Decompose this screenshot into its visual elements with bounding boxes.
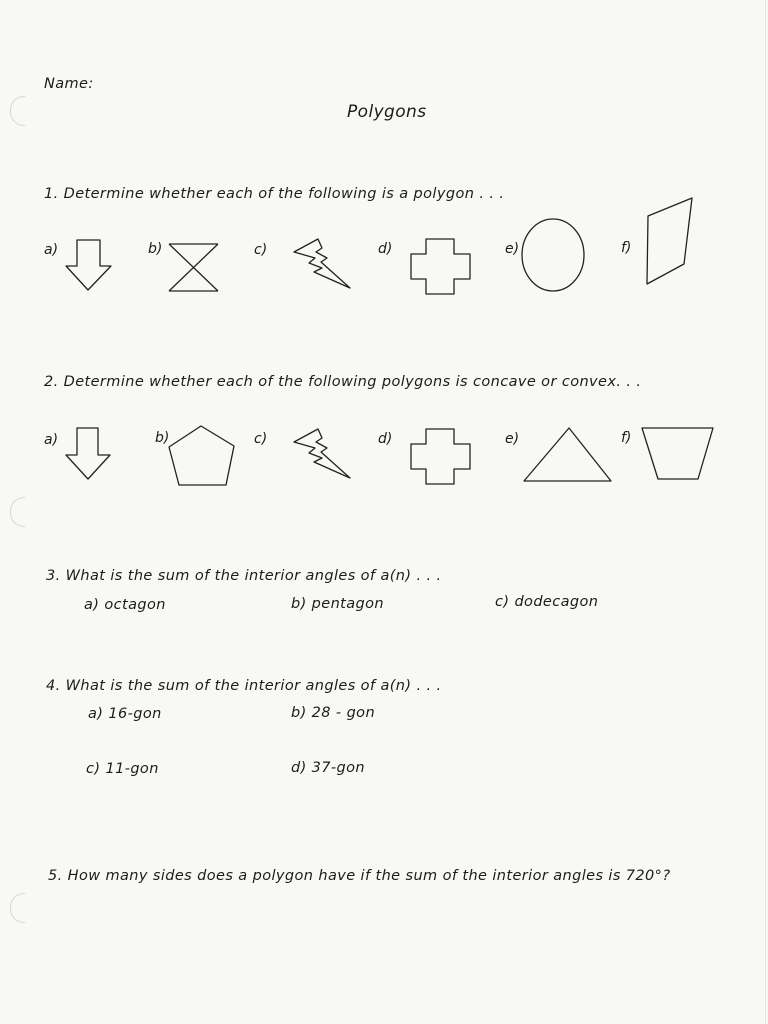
q1-item-d-label: d) [378,241,393,257]
q2-item-a-label: a) [44,432,59,448]
q1-item-f-label: f) [621,240,632,256]
question-4-prompt: 4. What is the sum of the interior angles of a(n) . . . [46,678,442,694]
q2-item-f-label: f) [621,430,632,446]
punch-hole-top [10,96,25,126]
hourglass-icon [166,242,222,294]
q2-item-c-label: c) [254,431,268,447]
q2-item-e-label: e) [505,431,520,447]
q1-item-a-label: a) [44,242,59,258]
plus-cross-icon [410,427,474,487]
q1-item-b-label: b) [148,241,163,257]
question-2-prompt: 2. Determine whether each of the following polygons is concave or convex. . . [44,374,642,390]
triangle-icon [522,426,614,484]
name-label: Name: [44,76,94,92]
q3-item-a: a) octagon [84,597,166,613]
q4-item-b: b) 28 - gon [291,705,376,721]
question-1-prompt: 1. Determine whether each of the following is a polygon . . . [44,186,505,202]
page-title: Polygons [347,102,427,122]
q1-item-c-label: c) [254,242,268,258]
q1-item-e-label: e) [505,241,520,257]
q2-item-d-label: d) [378,431,393,447]
q4-item-d: d) 37-gon [291,760,366,776]
q3-item-b: b) pentagon [291,596,385,612]
question-3-prompt: 3. What is the sum of the interior angles of a(n) . . . [46,568,442,584]
q4-item-a: a) 16-gon [88,706,162,722]
punch-hole-middle [10,497,25,527]
lightning-bolt-icon [292,238,354,292]
down-arrow-icon [66,239,116,293]
q3-item-c: c) dodecagon [495,594,599,610]
page-edge-line [765,0,766,1024]
trapezoid-icon [640,425,716,483]
slanted-quadrilateral-icon [644,196,696,286]
lightning-bolt-icon [292,428,354,482]
down-arrow-icon [66,427,116,483]
plus-cross-icon [410,237,474,297]
pentagon-icon [168,424,238,490]
q2-item-b-label: b) [155,430,170,446]
q4-item-c: c) 11-gon [86,761,159,777]
question-5-prompt: 5. How many sides does a polygon have if the sum of the interior angles is 720°? [48,868,671,884]
punch-hole-bottom [10,893,25,923]
circle-icon [520,218,588,294]
